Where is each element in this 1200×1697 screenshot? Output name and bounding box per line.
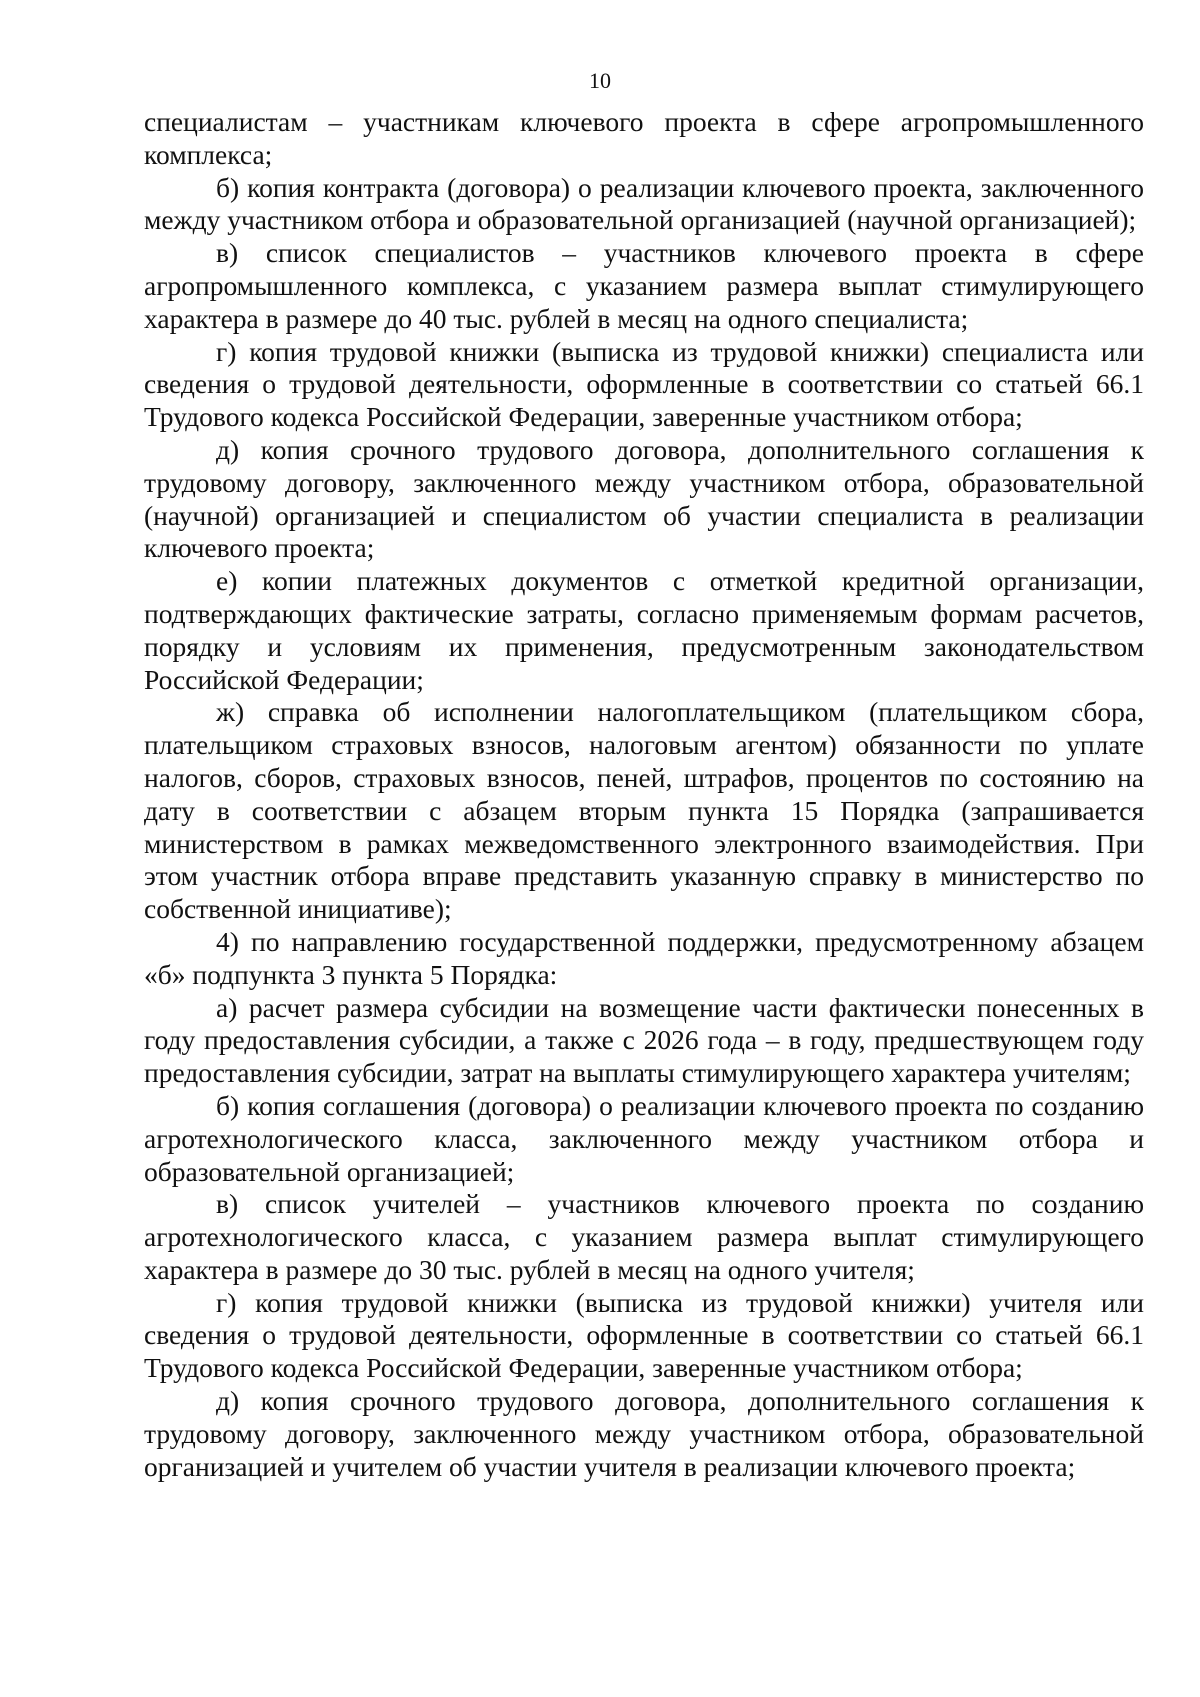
paragraph-item-g-teacher-work-record: г) копия трудовой книжки (выписка из трудовой книжки) учителя или сведения о трудовой деятельности, оформленные в соответствии со статьей 66.1 Трудового кодекса Российской Федерации, заверенные участником отбора;: [144, 1286, 1144, 1384]
paragraph-item-v-teachers-list: в) список учителей – участников ключевого проекта по созданию агротехнологического класса, с указанием размера выплат стимулирующего характера в размере до 30 тыс. рублей в месяц на одного учителя;: [144, 1188, 1144, 1285]
paragraph-item-e-payment-documents: е) копии платежных документов с отметкой кредитной организации, подтверждающих фактические затраты, согласно применяемым формам расчетов, порядку и условиям их применения, предусмотренным законодательством Российской Федерации;: [144, 565, 1144, 695]
paragraph-item-a-subsidy-calculation: а) расчет размера субсидии на возмещение части фактически понесенных в году предоставления субсидии, а также с 2026 года – в году, предшествующем году предоставления субсидии, затрат на выплаты стимулирующего характера учителям;: [144, 991, 1144, 1089]
paragraph-item-d-teacher-contract: д) копия срочного трудового договора, дополнительного соглашения к трудовому договору, заключенного между участником отбора, образовательной организацией и учителем об участии учителя в реализации ключевого проекта;: [144, 1385, 1144, 1482]
paragraph-item-v-specialists-list: в) список специалистов – участников ключевого проекта в сфере агропромышленного комплекса, с указанием размера выплат стимулирующего характера в размере до 40 тыс. рублей в месяц на одного специалиста;: [144, 237, 1144, 334]
paragraph-item-d-employment-contract: д) копия срочного трудового договора, дополнительного соглашения к трудовому договору, заключенного между участником отбора, образовательной (научной) организацией и специалистом об участии специалиста в реализации ключевого проекта;: [144, 433, 1144, 564]
paragraph-item-b-contract: б) копия контракта (договора) о реализации ключевого проекта, заключенного между участником отбора и образовательной организацией (научной организацией);: [144, 171, 1144, 236]
paragraph-section-4: 4) по направлению государственной поддержки, предусмотренному абзацем «б» подпункта 3 пункта 5 Порядка:: [144, 925, 1144, 990]
paragraph-item-b-agreement: б) копия соглашения (договора) о реализации ключевого проекта по созданию агротехнологического класса, заключенного между участником отбора и образовательной организацией;: [144, 1089, 1144, 1187]
paragraph-item-zh-tax-certificate: ж) справка об исполнении налогоплательщиком (плательщиком сбора, плательщиком страховых взносов, налоговым агентом) обязанности по уплате налогов, сборов, страховых взносов, пеней, штрафов, процентов по состоянию на дату в соответствии с абзацем вторым пункта 15 Порядка (запрашивается министерством в рамках межведомственного электронного взаимодействия. При этом участник отбора вправе представить указанную справку в министерство по собственной инициативе);: [144, 696, 1144, 925]
page-number: 10: [589, 68, 611, 93]
paragraph-continuation: специалистам – участникам ключевого проекта в сфере агропромышленного комплекса;: [144, 106, 1144, 170]
paragraph-item-g-work-record: г) копия трудовой книжки (выписка из трудовой книжки) специалиста или сведения о трудовой деятельности, оформленные в соответствии со статьей 66.1 Трудового кодекса Российской Федерации, заверенные участником отбора;: [144, 335, 1144, 433]
document-body: [144, 106, 1144, 1483]
